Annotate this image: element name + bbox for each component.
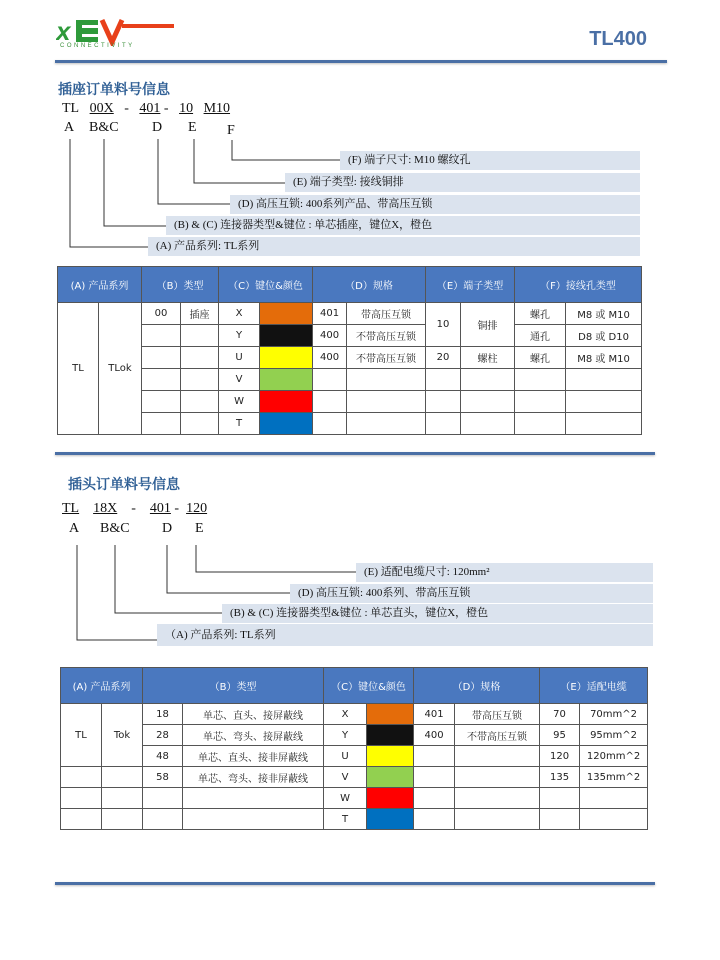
table-header-row bbox=[61, 668, 648, 704]
logo-x: x bbox=[56, 16, 71, 46]
code-type: 18X bbox=[93, 501, 118, 516]
terminal-code: 10 bbox=[426, 303, 461, 347]
table-row bbox=[61, 746, 648, 767]
code-dash: - bbox=[174, 501, 180, 516]
color-swatch-black bbox=[367, 725, 414, 746]
table-row bbox=[58, 347, 642, 369]
type-code: 28 bbox=[143, 725, 183, 746]
plug-spec-table bbox=[60, 667, 648, 830]
header-key-color: （C）键位&颜色 bbox=[219, 267, 313, 303]
cable-code: 135 bbox=[540, 767, 580, 788]
header-key-color: （C）键位&颜色 bbox=[324, 668, 414, 704]
header-terminal: （E）端子类型 bbox=[426, 267, 515, 303]
table-header-row bbox=[58, 267, 642, 303]
code-tl: TL bbox=[62, 501, 80, 516]
cable-code: 120 bbox=[540, 746, 580, 767]
letter-a: A bbox=[64, 120, 75, 135]
spec-code: 401 bbox=[313, 303, 347, 325]
key-cell: T bbox=[219, 413, 260, 435]
spec-name: 带高压互锁 bbox=[455, 704, 540, 725]
code-dash: - bbox=[163, 101, 169, 116]
label-a: （A) 产品系列: TL系列 bbox=[157, 624, 653, 646]
plug-code bbox=[62, 501, 207, 517]
section-divider bbox=[55, 452, 655, 455]
hole-size: D8 或 D10 bbox=[566, 325, 642, 347]
label-bc: (B) & (C) 连接器类型&键位 : 单芯插座，键位X，橙色 bbox=[166, 216, 640, 235]
code-cable: 120 bbox=[186, 501, 208, 516]
label-a: (A) 产品系列: TL系列 bbox=[148, 237, 640, 256]
type-code: 48 bbox=[143, 746, 183, 767]
table-row bbox=[61, 767, 648, 788]
color-swatch-orange bbox=[260, 303, 313, 325]
key-cell: X bbox=[324, 704, 367, 725]
footer-divider bbox=[55, 882, 655, 885]
cable-size: 135mm^2 bbox=[580, 767, 648, 788]
label-e: (E) 端子类型: 接线铜排 bbox=[285, 173, 640, 192]
label-e: (E) 适配电缆尺寸: 120mm² bbox=[356, 563, 653, 582]
header-type: （B）类型 bbox=[142, 267, 219, 303]
hole-size: M8 或 M10 bbox=[566, 347, 642, 369]
type-code: 18 bbox=[143, 704, 183, 725]
code-hole: M10 bbox=[203, 101, 231, 116]
hole-type: 螺孔 bbox=[515, 303, 566, 325]
type-name: 单芯、弯头、接非屏蔽线 bbox=[183, 767, 324, 788]
series-cell: TL bbox=[58, 303, 99, 435]
table-row bbox=[58, 413, 642, 435]
code-spec: 401 bbox=[139, 101, 161, 116]
letter-d: D bbox=[162, 521, 173, 536]
type-name: 单芯、直头、接屏蔽线 bbox=[183, 704, 324, 725]
color-swatch-orange bbox=[367, 704, 414, 725]
code-spec: 401 bbox=[149, 501, 171, 516]
header-type: （B）类型 bbox=[143, 668, 324, 704]
label-d: (D) 高压互锁: 400系列产品、带高压互锁 bbox=[230, 195, 640, 214]
spec-name: 不带高压互锁 bbox=[347, 347, 426, 369]
table-row bbox=[61, 704, 648, 725]
cable-size: 120mm^2 bbox=[580, 746, 648, 767]
table-row bbox=[61, 725, 648, 746]
key-cell: Y bbox=[219, 325, 260, 347]
key-cell: V bbox=[219, 369, 260, 391]
hole-type: 螺孔 bbox=[515, 347, 566, 369]
cable-size: 70mm^2 bbox=[580, 704, 648, 725]
color-swatch-black bbox=[260, 325, 313, 347]
letter-d: D bbox=[152, 120, 163, 135]
key-cell: U bbox=[324, 746, 367, 767]
terminal-name: 螺柱 bbox=[461, 347, 515, 369]
cable-size: 95mm^2 bbox=[580, 725, 648, 746]
label-f: (F) 端子尺寸: M10 螺纹孔 bbox=[340, 151, 640, 170]
terminal-name: 铜排 bbox=[461, 303, 515, 347]
label-d: (D) 高压互锁: 400系列、带高压互锁 bbox=[290, 584, 653, 603]
type-name: 单芯、直头、接非屏蔽线 bbox=[183, 746, 324, 767]
key-cell: W bbox=[324, 788, 367, 809]
key-cell: U bbox=[219, 347, 260, 369]
code-dash: - bbox=[124, 101, 129, 116]
letter-f: F bbox=[227, 123, 235, 138]
table-row bbox=[58, 325, 642, 347]
letter-bc: B&C bbox=[89, 120, 119, 135]
letter-e: E bbox=[195, 521, 204, 536]
color-swatch-blue bbox=[260, 413, 313, 435]
type-code: 58 bbox=[143, 767, 183, 788]
key-cell: X bbox=[219, 303, 260, 325]
model-title: TL400 bbox=[589, 28, 647, 50]
header-spec: （D）规格 bbox=[414, 668, 540, 704]
color-swatch-blue bbox=[367, 809, 414, 830]
code-tl: TL bbox=[62, 101, 80, 116]
spec-code: 400 bbox=[414, 725, 455, 746]
code-terminal: 10 bbox=[179, 101, 194, 116]
spec-code: 401 bbox=[414, 704, 455, 725]
terminal-code: 20 bbox=[426, 347, 461, 369]
series-cell: TLok bbox=[99, 303, 142, 435]
plug-section-title: 插头订单料号信息 bbox=[68, 477, 180, 493]
logo-subtitle: CONNECTIVITY bbox=[60, 43, 135, 49]
color-swatch-green bbox=[367, 767, 414, 788]
table-row bbox=[58, 391, 642, 413]
table-row bbox=[61, 788, 648, 809]
key-cell: T bbox=[324, 809, 367, 830]
spec-name: 不带高压互锁 bbox=[455, 725, 540, 746]
code-dash: - bbox=[131, 501, 136, 516]
code-type: 00X bbox=[89, 101, 114, 116]
type-name: 插座 bbox=[181, 303, 219, 325]
key-cell: V bbox=[324, 767, 367, 788]
table-row bbox=[61, 809, 648, 830]
color-swatch-red bbox=[367, 788, 414, 809]
hole-size: M8 或 M10 bbox=[566, 303, 642, 325]
header-spec: （D）规格 bbox=[313, 267, 426, 303]
letter-bc: B&C bbox=[100, 521, 130, 536]
socket-spec-table bbox=[57, 266, 642, 435]
hole-type: 通孔 bbox=[515, 325, 566, 347]
spec-name: 带高压互锁 bbox=[347, 303, 426, 325]
cable-code: 95 bbox=[540, 725, 580, 746]
label-bc: (B) & (C) 连接器类型&键位 : 单芯直头，键位X，橙色 bbox=[222, 604, 653, 623]
color-swatch-green bbox=[260, 369, 313, 391]
type-name: 单芯、弯头、接屏蔽线 bbox=[183, 725, 324, 746]
spec-name: 不带高压互锁 bbox=[347, 325, 426, 347]
letter-a: A bbox=[69, 521, 80, 536]
socket-section-title: 插座订单料号信息 bbox=[58, 82, 170, 98]
header-series: (A) 产品系列 bbox=[58, 267, 142, 303]
header-cable: （E）适配电缆 bbox=[540, 668, 648, 704]
type-code: 00 bbox=[142, 303, 181, 325]
color-swatch-red bbox=[260, 391, 313, 413]
header-hole: （F）接线孔类型 bbox=[515, 267, 642, 303]
spec-code: 400 bbox=[313, 325, 347, 347]
color-swatch-yellow bbox=[260, 347, 313, 369]
cable-code: 70 bbox=[540, 704, 580, 725]
letter-e: E bbox=[188, 120, 197, 135]
table-row bbox=[58, 369, 642, 391]
key-cell: W bbox=[219, 391, 260, 413]
series-cell: Tok bbox=[102, 704, 143, 767]
spec-code: 400 bbox=[313, 347, 347, 369]
color-swatch-yellow bbox=[367, 746, 414, 767]
series-cell: TL bbox=[61, 704, 102, 767]
key-cell: Y bbox=[324, 725, 367, 746]
header-series: (A) 产品系列 bbox=[61, 668, 143, 704]
table-row bbox=[58, 303, 642, 325]
